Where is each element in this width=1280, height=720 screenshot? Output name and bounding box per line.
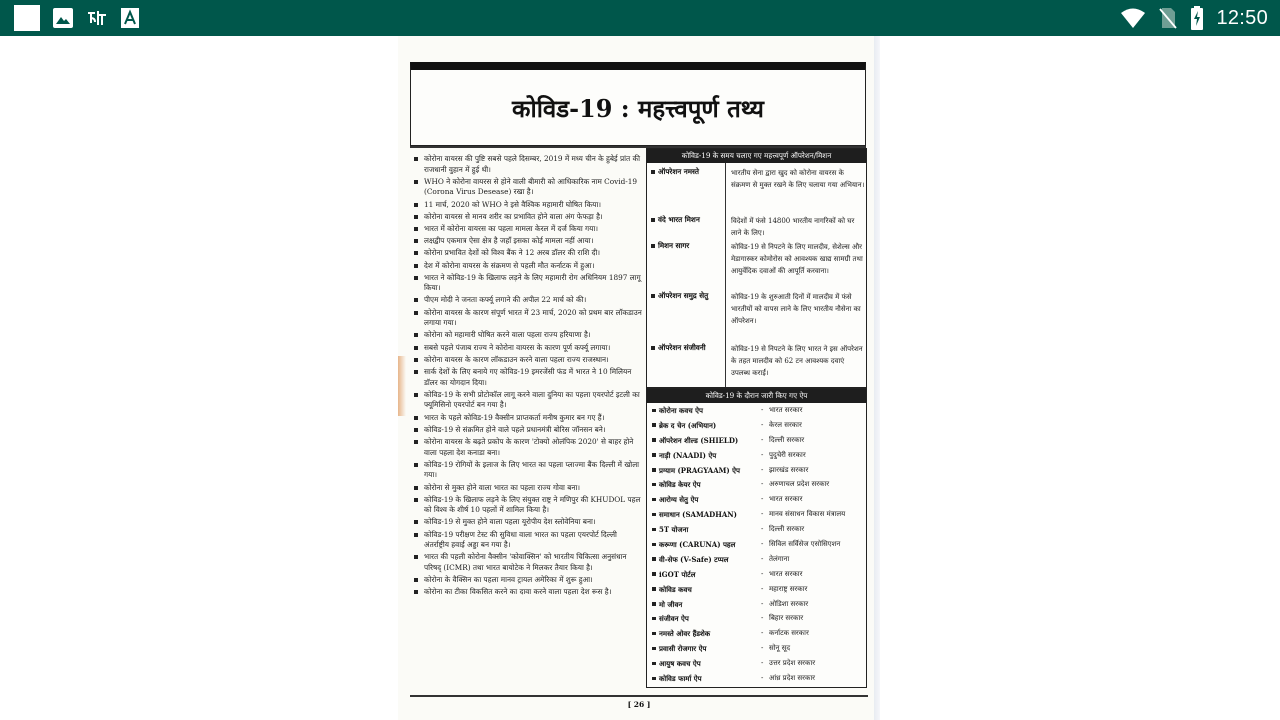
app-name: कोरोना कवच ऐप [652,406,703,416]
fact-item: कोरोना वायरस से मानव शरीर का प्रभावित होने वाला अंग फेफड़ा है। [414,212,642,223]
app-row [647,597,866,612]
document-page[interactable] [398,36,880,720]
no-sim-icon [1158,6,1178,30]
app-dash: - [761,510,764,519]
fact-item: कोरोना को महामारी घोषित करने वाला पहला राज्य हरियाणा है। [414,330,642,341]
app-name: प्रवासी रोजगार ऐप [652,644,706,654]
app-name: कोविड कवच [652,585,692,595]
app-name: मो जीवन [652,600,682,610]
gallery-icon [52,7,74,29]
app-government: सोनू सूद [769,644,791,653]
fact-item: कोरोना वायरस के कारण लॉकडाउन करने वाला पहला राज्य राजस्थान। [414,355,642,366]
app-dash: - [761,554,764,563]
app-government: महाराष्ट्र सरकार [769,584,808,593]
page-title: कोविड-19 : महत्त्वपूर्ण तथ्य [512,94,764,123]
fact-item: लक्षद्वीप एकमात्र ऐसा क्षेत्र है जहाँ इसका कोई मामला नहीं आया। [414,236,642,247]
app-name: संजीवन ऐप [652,614,689,624]
app-dash: - [761,540,764,549]
app-name: करूणा (CARUNA) पहल [652,540,735,550]
fact-item: भारत की पहली कोरोना वैक्सीन 'कोवाक्सिन' को भारतीय चिकित्सा अनुसंधान परिषद् (ICMR) तथा भारत बायोटेक ने मिलकर तैयार किया है। [414,552,642,573]
app-government: आंध्र प्रदेश सरकार [769,674,816,683]
app-government: बिहार सरकार [769,614,804,623]
page-fold-shadow [398,356,406,416]
operation-name: ऑपरेशन संजीवनी [651,343,725,353]
app-government: ओडिशा सरकार [769,599,809,608]
operations-table [646,148,867,388]
app-government: दिल्ली सरकार [769,435,805,444]
app-row [647,492,866,507]
app-row [647,477,866,492]
app-government: उत्तर प्रदेश सरकार [769,659,816,668]
status-bar [0,0,1280,36]
app-dash: - [761,659,764,668]
app-dash: - [761,435,764,444]
battery-charging-icon [1190,6,1204,30]
fact-item: WHO ने कोरोना वायरस से होने वाली बीमारी को आधिकारिक नाम Covid-19 (Corona Virus Desease) रखा है। [414,177,642,198]
app-government: मानव संसाधन विकास मंत्रालय [769,510,846,519]
facts-list [414,154,642,600]
app-dash: - [761,599,764,608]
wifi-icon [1120,7,1146,29]
operation-description: विदेशों में फंसे 14800 भारतीय नागरिकों को घर लाने के लिए। [731,217,855,238]
app-dash: - [761,629,764,638]
text-scan-icon [120,7,140,29]
fact-item: कोरोना प्रभावित देशों को विश्व बैंक ने 12 अरब डॉलर की राशि दी। [414,248,642,259]
operations-divider [725,163,726,387]
app-row [647,522,866,537]
apps-heading: कोविड-19 के दौरान जारी किए गए ऐप [647,389,866,403]
apps-table [646,388,867,688]
page-number: [ 26 ] [627,700,651,709]
app-dash: - [761,674,764,683]
app-name: वी-सेफ (V-Safe) टप्पल [652,555,729,565]
operation-description: कोविड-19 से निपटने के लिए भारत ने इस ऑपरेशन के तहत मालदीव को 62 टन आवश्यक दवाएं उपलब्ध कराईं। [731,345,863,378]
title-box [410,62,866,146]
operation-description: भारतीय सेना द्वारा खुद को कोरोना वायरस के संक्रमण से मुक्त रखने के लिए चलाया गया अभियान। [731,169,865,190]
app-row [647,418,866,433]
fact-item: सबसे पहले पंजाब राज्य ने कोरोना वायरस के कारण पूर्ण कर्फ्यू लगाया। [414,343,642,354]
app-row [647,552,866,567]
app-government: कर्नाटक सरकार [769,629,809,638]
status-time: 12:50 [1216,6,1268,29]
app-row [647,537,866,552]
fact-item: कोविड-19 परीक्षण टेस्ट की सुविधा वाला भारत का पहला एयरपोर्ट दिल्ली अंतर्राष्ट्रीय हवाई अड्डा बन गया है। [414,530,642,551]
app-government: भारत सरकार [769,406,803,414]
app-government: भारत सरकार [769,495,803,504]
app-dash: - [761,420,764,429]
operation-name: मिशन सागर [651,241,725,251]
app-name: कोविड केयर ऐप [652,480,701,490]
app-name: कोविड फार्मा ऐप [652,674,702,684]
fact-item: कोविड-19 रोगियों के इलाज के लिए भारत का पहला प्लाज्मा बैंक दिल्ली में खोला गया। [414,460,642,481]
app-government: झारखंड सरकार [769,465,809,474]
blank-app-icon [14,5,40,31]
app-government: केरल सरकार [769,420,802,429]
operation-description: कोविड-19 के शुरुआती दिनों में मालदीव में फंसे भारतीयों को वापस लाने के लिए भारतीय नौसेना का ऑपरेशन। [731,293,861,326]
app-row [647,567,866,582]
app-government: अरुणाचल प्रदेश सरकार [769,480,830,489]
app-government: सिविल सर्विसेज एसोसिएशन [769,540,841,549]
document-viewer[interactable] [0,36,1280,720]
app-government: दिल्ली सरकार [769,525,805,534]
app-name: नमस्ते ओवर हैंडशेक [652,629,710,639]
fact-item: कोविड-19 से मुक्त होने वाला पहला यूरोपीय देश स्लोवेनिया बना। [414,517,642,528]
app-row [647,626,866,641]
app-name: प्रग्याम (PRAGYAAM) ऐप [652,466,740,476]
operation-name: ऑपरेशन नमस्ते [651,167,725,177]
fact-item: कोरोना के वैक्सिन का पहला मानव ट्रायल अमेरिका में शुरू हुआ। [414,575,642,586]
fact-item: कोरोना का टीका विकसित करने का दावा करने वाला पहला देश रूस है। [414,587,642,598]
fact-item: कोरोना वायरस के कारण संपूर्ण भारत में 23 मार्च, 2020 को प्रथम बार लॉकडाउन लगाया गया। [414,308,642,329]
fact-item: कोरोना से मुक्त होने वाला भारत का पहला राज्य गोवा बना। [414,483,642,494]
app-dash: - [761,614,764,623]
app-name: समाधान (SAMADHAN) [652,510,737,520]
operations-heading: कोविड-19 के समय चलाए गए महत्त्वपूर्ण ऑपरेशन/मिशन [647,149,866,163]
language-icon [86,7,108,29]
app-name: ब्रेक द चेन (अभियान) [652,421,716,431]
app-dash: - [761,644,764,653]
page-edge [874,36,880,720]
app-name: ऑपरेशन शील्ड (SHIELD) [652,436,738,446]
operation-name: ऑपरेशन समुद्र सेतु [651,291,725,301]
app-name: आयुष कवच ऐप [652,659,701,669]
app-row [647,611,866,626]
app-row [647,463,866,478]
app-name: आरोग्य सेतु ऐप [652,495,698,505]
fact-item: देश में कोरोना वायरस के संक्रमण से पहली मौत कर्नाटक में हुआ। [414,261,642,272]
app-dash: - [761,450,764,459]
app-dash: - [761,495,764,504]
app-dash: - [761,569,764,578]
app-dash: - [761,480,764,489]
app-government: पुदुचेरी सरकार [769,450,806,459]
app-row [647,641,866,656]
fact-item: भारत ने कोविड-19 के खिलाफ लड़ने के लिए महामारी रोग अधिनियम 1897 लागू किया। [414,273,642,294]
app-dash: - [761,525,764,534]
bottom-rule [410,695,868,697]
app-government: भारत सरकार [769,569,803,578]
app-government: तेलंगाना [769,554,790,563]
fact-item: कोरोना वायरस की पुष्टि सबसे पहले दिसम्बर, 2019 में मध्य चीन के हुबेई प्रांत की राजधानी वुहान में हुई थी। [414,154,642,175]
fact-item: कोरोना वायरस के बढ़ते प्रकोप के कारण 'टोक्यो ओलंपिक 2020' से बाहर होने वाला पहला देश कनाडा बना। [414,437,642,458]
app-row [647,671,866,686]
app-name: iGOT पोर्टल [652,570,695,580]
fact-item: 11 मार्च, 2020 को WHO ने इसे वैश्विक महामारी घोषित किया। [414,200,642,211]
app-dash: - [761,465,764,474]
app-name: नाड़ी (NAADI) ऐप [652,451,716,461]
fact-item: पीएम मोदी ने जनता कर्फ्यू लगाने की अपील 22 मार्च को की। [414,295,642,306]
fact-item: भारत के पहले कोविड-19 वैक्सीन प्राप्तकर्ता मनीष कुमार बन गए हैं। [414,413,642,424]
app-dash: - [761,406,764,414]
app-row [647,507,866,522]
app-row [647,433,866,448]
app-row [647,582,866,597]
app-row [647,448,866,463]
operation-description: कोविड-19 से निपटने के लिए मालदीव, सेशेल्स और मेडागास्कर कोमोरोस को आवश्यक खाद्य सामग्री तथा आयुर्वेदिक दवाओं की आपूर्ति करवाना। [731,243,863,276]
app-row [647,403,866,418]
fact-item: सार्क देशों के लिए बनाये गए कोविड-19 इमरजेंसी फंड में भारत ने 10 मिलियन डॉलर का योगदान दिया। [414,367,642,388]
operation-name: वंदे भारत मिशन [651,215,725,225]
fact-item: कोविड-19 के सभी प्रोटोकॉल लागू करने वाला दुनिया का पहला एयरपोर्ट इटली का फ्यूमिसिनो एयरपोर्ट बन गया है। [414,390,642,411]
fact-item: भारत में कोरोना वायरस का पहला मामला केरल में दर्ज किया गया। [414,224,642,235]
fact-item: कोविड-19 के खिलाफ लड़ने के लिए संयुक्त राष्ट्र ने मणिपुर की KHUDOL पहल को विश्व के शीर्ष 10 पहलों में शामिल किया है। [414,495,642,516]
fact-item: कोविड-19 से संक्रमित होने वाले पहले प्रधानमंत्री बोरिस जॉनसन बने। [414,425,642,436]
app-dash: - [761,584,764,593]
app-row [647,656,866,671]
app-name: 5T योजना [652,525,688,535]
